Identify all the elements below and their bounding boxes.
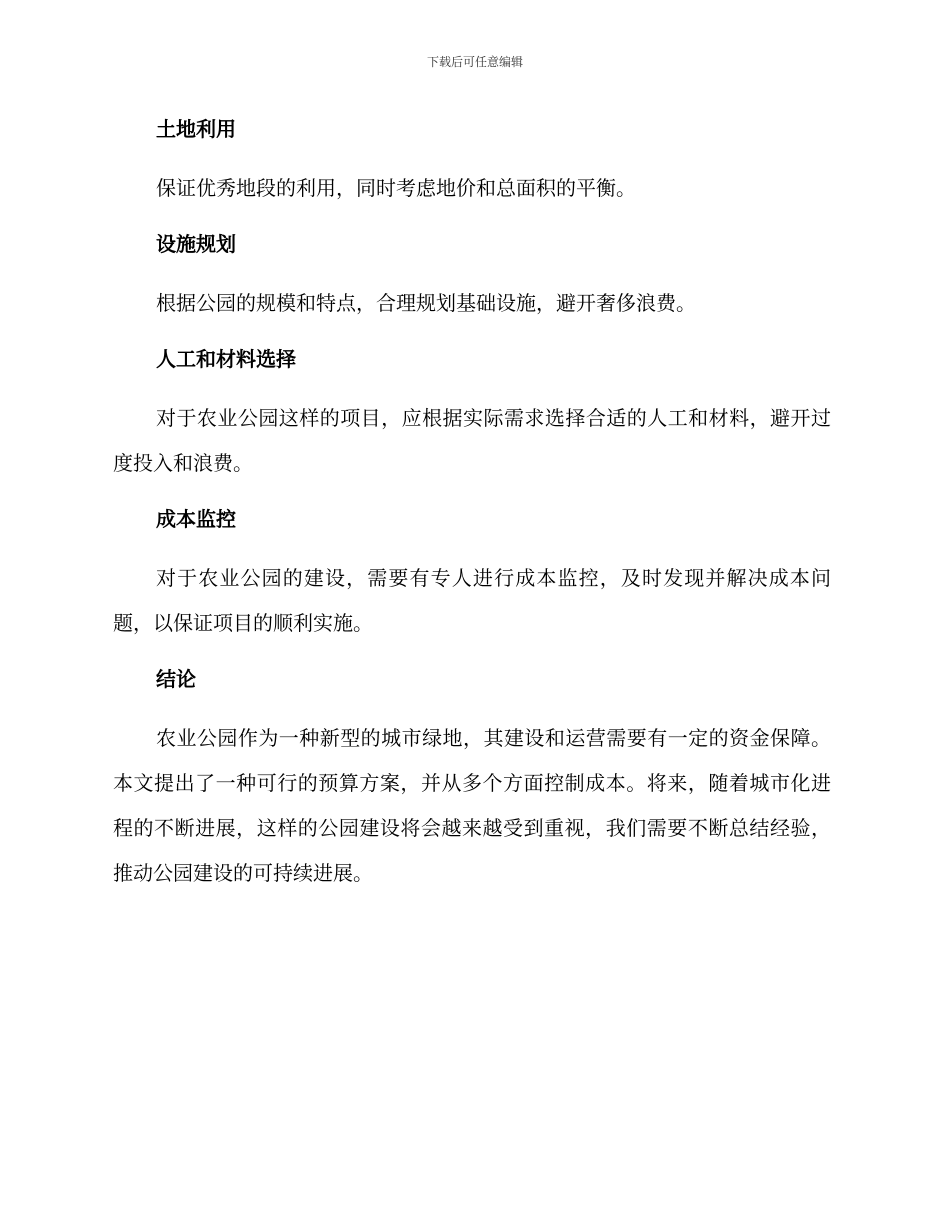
section-heading-labor-materials: 人工和材料选择 (156, 347, 296, 371)
section-body-facility-planning: 根据公园的规模和特点，合理规划基础设施，避开奢侈浪费。 (156, 291, 696, 315)
section-body-conclusion: 农业公园作为一种新型的城市绿地，其建设和运营需要有一定的资金保障。本文提出了一种可行的预算方案，并从多个方面控制成本。将来，随着城市化进程的不断进展，这样的公园建设将会越来越受到重视，我们需要不断总结经验，推动公园建设的可持续进展。 (113, 726, 831, 885)
section-heading-land-use: 土地利用 (156, 117, 236, 141)
header-note: 下载后可任意编辑 (426, 55, 523, 69)
section-body-cost-monitoring: 对于农业公园的建设，需要有专人进行成本监控，及时发现并解决成本问题，以保证项目的顺利实施。 (113, 566, 831, 635)
section-body-labor-materials: 对于农业公园这样的项目，应根据实际需求选择合适的人工和材料，避开过度投入和浪费。 (113, 406, 831, 475)
section-heading-cost-monitoring: 成本监控 (156, 507, 236, 531)
section-body-land-use: 保证优秀地段的利用，同时考虑地价和总面积的平衡。 (156, 176, 636, 200)
document-content (113, 108, 831, 908)
section-heading-facility-planning: 设施规划 (156, 232, 236, 256)
section-heading-conclusion: 结论 (156, 667, 196, 691)
